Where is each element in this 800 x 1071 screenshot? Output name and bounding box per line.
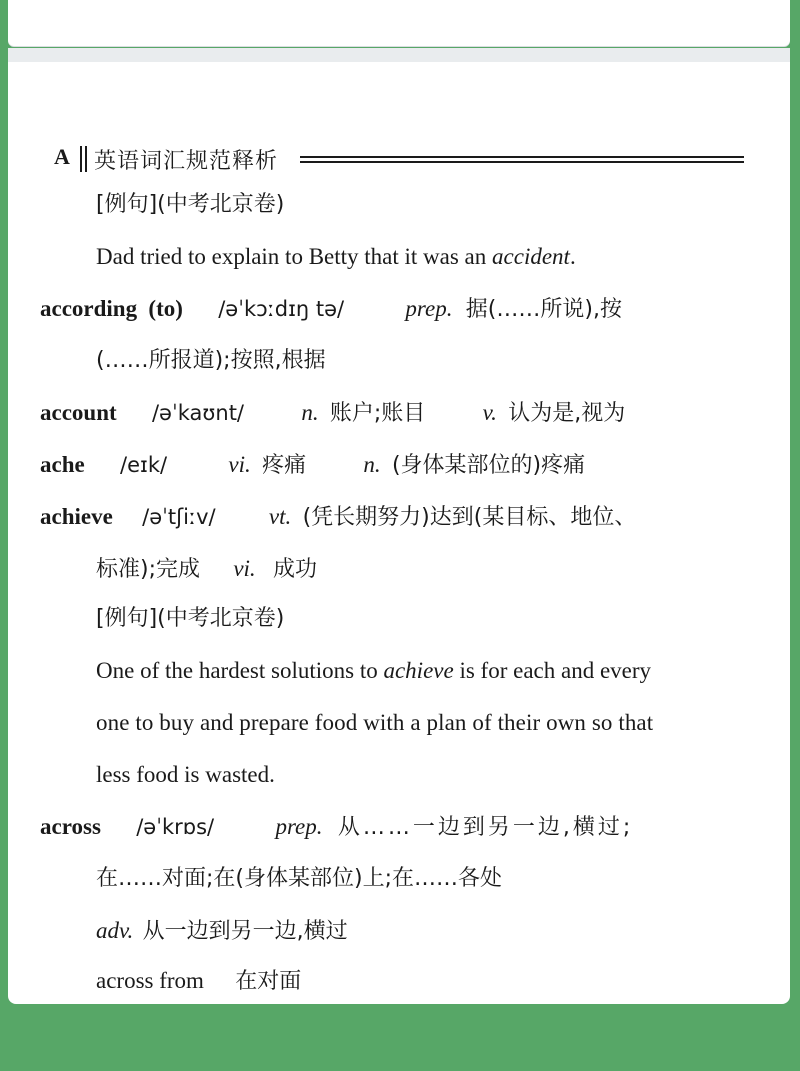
- section-header: [54, 144, 744, 174]
- pronunciation: /əˈkrɒs/: [136, 815, 215, 839]
- part-of-speech: adv.: [96, 918, 134, 943]
- phrase: [96, 966, 301, 997]
- section-letter: A: [54, 144, 70, 169]
- page-gap: [8, 48, 790, 62]
- phrase-definition: 在对面: [235, 969, 302, 994]
- sentence-line: less food is wasted.: [96, 762, 275, 787]
- part-of-speech: vi.: [228, 452, 251, 477]
- example-sentence: [96, 242, 576, 272]
- headword: ache: [40, 452, 85, 477]
- sentence-line: [96, 656, 651, 686]
- pronunciation: /əˈkaʊnt/: [151, 401, 245, 425]
- headword: achieve: [40, 504, 113, 529]
- entry-according: [40, 294, 622, 325]
- definition: 从……一边到另一边,横过;: [337, 815, 634, 840]
- sentence-text: is for each and every: [453, 658, 652, 683]
- pronunciation: /əˈtʃiːv/: [142, 505, 216, 529]
- definition: 疼痛: [262, 453, 307, 478]
- example-sentence: [96, 656, 746, 686]
- definition-continued: (……所报道);按照,根据: [96, 348, 326, 373]
- pronunciation: /əˈkɔːdɪŋ tə/: [218, 297, 345, 321]
- example-tag: [例句](中考北京卷): [96, 192, 285, 217]
- part-of-speech: n.: [363, 452, 381, 477]
- phrase-text: across from: [96, 968, 204, 993]
- definition: 账户;账目: [329, 401, 426, 426]
- sentence-end: .: [569, 244, 576, 269]
- pronunciation: /eɪk/: [120, 453, 168, 477]
- definition-continued: 在……对面;在(身体某部位)上;在……各处: [96, 866, 502, 891]
- definition: 认为是,视为: [508, 401, 626, 426]
- section-title: 英语词汇规范释析: [94, 149, 279, 174]
- definition: 成功: [272, 557, 317, 582]
- part-of-speech: vt.: [268, 504, 292, 529]
- part-of-speech: prep.: [275, 814, 323, 839]
- previous-page-bottom: [8, 0, 790, 46]
- entry-across: [40, 812, 633, 843]
- sentence-text: One of the hardest solutions to: [96, 658, 384, 683]
- definition: (凭长期努力)达到(某目标、地位、: [302, 505, 637, 530]
- part-of-speech: prep.: [405, 296, 453, 321]
- example-tag: [例句](中考北京卷): [96, 606, 285, 631]
- part-of-speech: v.: [482, 400, 497, 425]
- section-double-bar: [80, 146, 87, 172]
- headword: across: [40, 814, 101, 839]
- part-of-speech: vi.: [233, 556, 256, 581]
- part-of-speech: n.: [301, 400, 319, 425]
- entry-account: [40, 398, 625, 429]
- definition-continued: [96, 554, 317, 585]
- definition: 从一边到另一边,横过: [142, 919, 348, 944]
- adverb-definition: [96, 916, 348, 947]
- headword-paren: (to): [148, 296, 183, 321]
- sentence-line: one to buy and prepare food with a plan of their own so that: [96, 710, 654, 735]
- sentence-keyword: accident: [492, 244, 570, 269]
- definition: (身体某部位的)疼痛: [391, 453, 586, 478]
- dictionary-page: [8, 62, 790, 1004]
- sentence-text: Dad tried to explain to Betty that it was an: [96, 244, 493, 269]
- definition: 据(……所说),按: [465, 297, 622, 322]
- headword: according: [40, 296, 138, 321]
- section-double-rule: [300, 156, 744, 163]
- entry-ache: [40, 450, 585, 481]
- headword: account: [40, 400, 117, 425]
- definition: 标准);完成: [96, 557, 200, 582]
- sentence-keyword: achieve: [383, 658, 454, 683]
- entry-achieve: [40, 502, 636, 533]
